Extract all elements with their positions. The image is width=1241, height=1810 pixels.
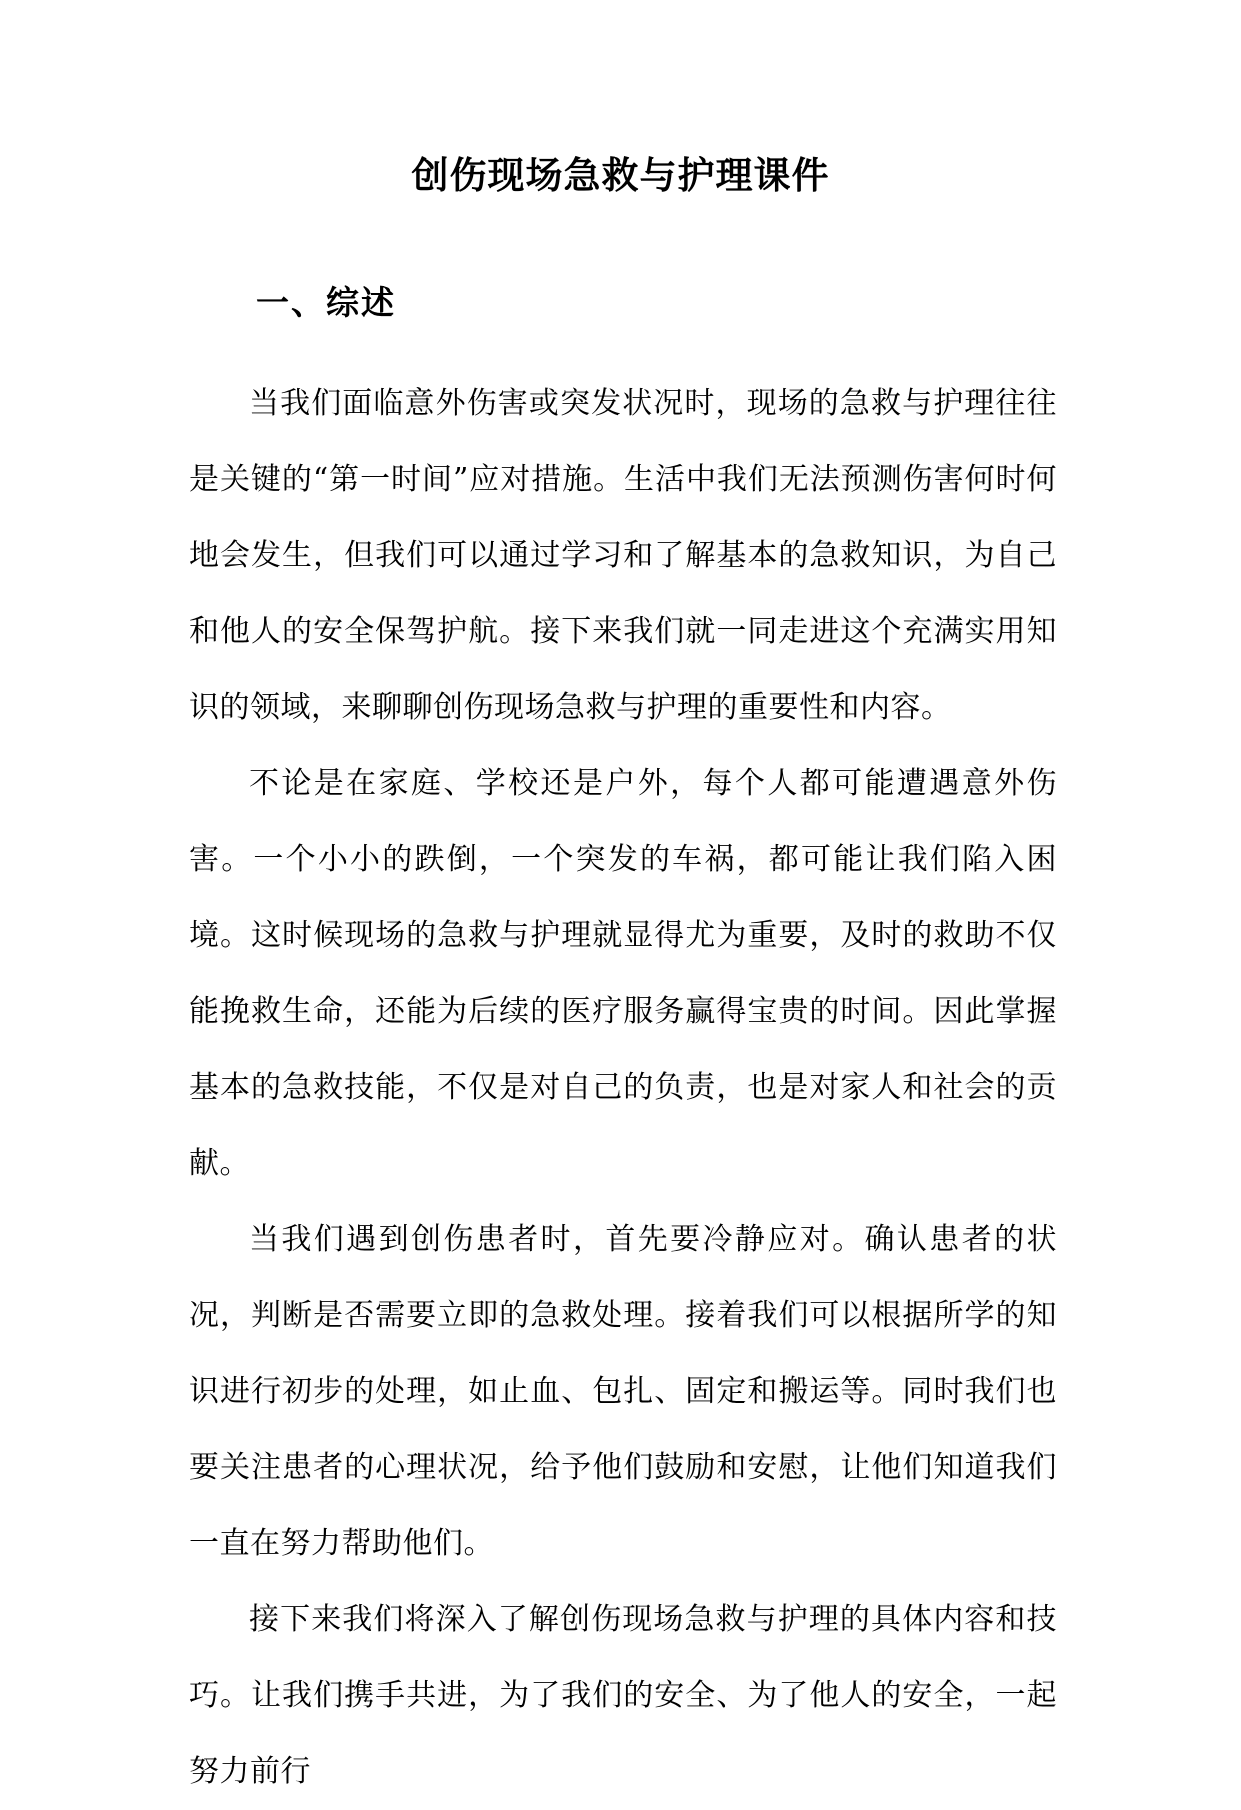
document-body [189, 366, 1057, 1810]
paragraph: 当我们面临意外伤害或突发状况时，现场的急救与护理往往是关键的“第一时间”应对措施。生活中我们无法预测伤害何时何地会发生，但我们可以通过学习和了解基本的急救知识，为自己和他人的安全保驾护航。接下来我们就一同走进这个充满实用知识的领域，来聊聊创伤现场急救与护理的重要性和内容。 [189, 386, 1057, 725]
paragraph: 当我们遇到创伤患者时，首先要冷静应对。确认患者的状况，判断是否需要立即的急救处理。接着我们可以根据所学的知识进行初步的处理，如止血、包扎、固定和搬运等。同时我们也要关注患者的心理状况，给予他们鼓励和安慰，让他们知道我们一直在努力帮助他们。 [189, 1222, 1057, 1561]
section-heading: 一、综述 [256, 283, 396, 322]
paragraph: 接下来我们将深入了解创伤现场急救与护理的具体内容和技巧。让我们携手共进，为了我们的安全、为了他人的安全，一起努力前行 [189, 1602, 1057, 1789]
paragraph: 不论是在家庭、学校还是户外，每个人都可能遭遇意外伤害。一个小小的跌倒，一个突发的车祸，都可能让我们陷入困境。这时候现场的急救与护理就显得尤为重要，及时的救助不仅能挽救生命，还能为后续的医疗服务赢得宝贵的时间。因此掌握基本的急救技能，不仅是对自己的负责，也是对家人和社会的贡献。 [189, 766, 1057, 1181]
document-title: 创伤现场急救与护理课件 [411, 153, 830, 197]
